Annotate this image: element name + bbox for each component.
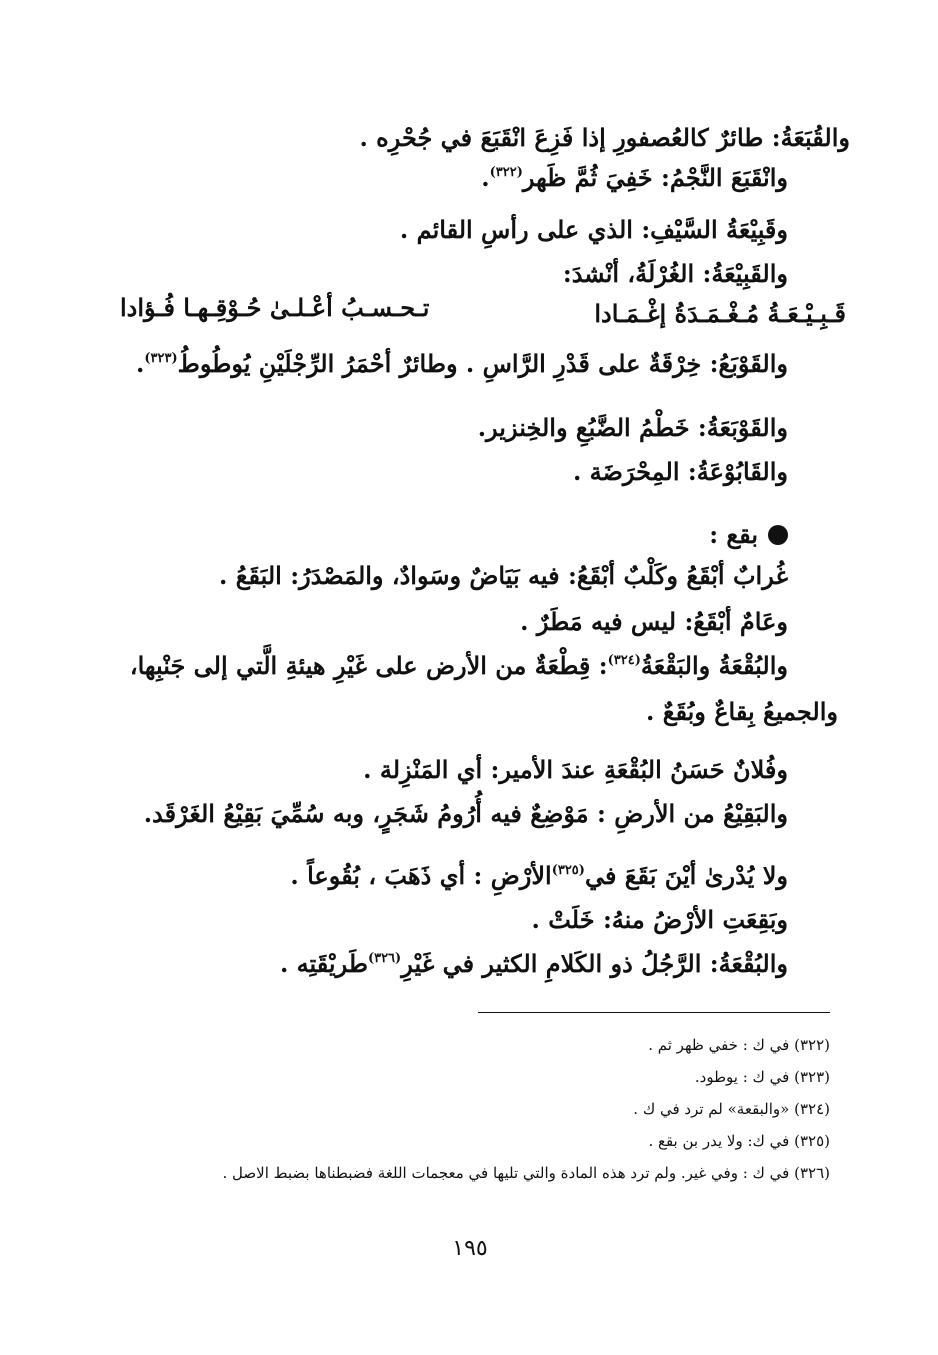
entry-ghurab-abqaa	[219, 558, 788, 594]
entry-inqabaa-najm	[481, 160, 788, 196]
entry-qabuaa	[573, 454, 788, 490]
entry-text: ولا يُدْرىٰ أيْنَ بَقَعَ في	[584, 861, 788, 890]
footnote-text: (٣٢٤) «والبقعة» لم ترد في ك .	[633, 1100, 830, 1118]
entry-text: والقَوْبَعَةُ: خَطْمُ الضَّبُعِ والخِنزير.	[477, 413, 788, 442]
entry-text: وعَامٌ أبْقَعُ: ليس فيه مَطَرٌ .	[520, 607, 788, 636]
footnote-ref: (٣٢٢)	[489, 165, 523, 180]
entry-la-yudra	[290, 858, 788, 894]
entry-buqaa-rajul	[280, 946, 788, 982]
footnote-325	[648, 1130, 830, 1152]
entry-text: والجميعُ بِقاعٌ وبُقَعٌ .	[645, 697, 838, 726]
entry-text-after: الأرْضِ : أي ذَهَبَ ، بُقُوعاً .	[290, 861, 552, 890]
footnote-ref: (٣٢٣)	[144, 351, 178, 366]
hemistich-text: قَـبِـيْـعَـةُ مُـغْـمَـدَةُ إغْـمَـادا	[594, 299, 846, 328]
entry-text: والبَقِيْعُ من الأرضِ : مَوْضِعٌ فيه أُرُومُ شَجَرٍ، وبه سُمِّيَ بَقِيْعُ الغَرْقَد.	[143, 799, 788, 828]
footnote-ref: (٣٢٤)	[607, 653, 641, 668]
bullet-icon	[768, 525, 788, 545]
entry-qawbaa-khatm	[478, 410, 788, 446]
verse-left-hemistich	[120, 290, 429, 326]
footnote-text: (٣٢٥) في ك: ولا يدر بن بقع .	[648, 1132, 830, 1150]
footnote-text: (٣٢٦) في ك : وفي غير. ولم ترد هذه المادة والتي تليها في معجمات اللغة فضبطناها بضبط الاصل .	[222, 1164, 830, 1182]
entry-qawbaa	[136, 346, 788, 382]
entry-text: والقَبِيْعَةُ: الغُرْلَةُ، أنْشدَ:	[562, 259, 788, 288]
entry-husn-buqaa	[363, 752, 788, 788]
footnote-322	[648, 1034, 830, 1056]
entry-text: وقَبِيْعَةُ السَّيْفِ: الذي على رأسِ القائم .	[399, 215, 788, 244]
page-number-text: ١٩٥	[452, 1236, 488, 1261]
entry-text: وبَقِعَتِ الأرْضُ منهُ: خَلَتْ .	[531, 905, 788, 934]
entry-text: غُرابٌ أبْقَعُ وكَلْبٌ أبْقَعُ: فيه بَيَاضٌ وسَوادٌ، والمَصْدَرُ: البَقَعُ .	[219, 561, 788, 590]
entry-text: وانْقَبَعَ النَّجْمُ: خَفِيَ ثُمَّ ظَهر	[522, 163, 788, 192]
entry-text: والبُقْعَةُ: الرَّجُلُ ذو الكَلامِ الكثير في غَيْرِ	[401, 949, 788, 978]
footnote-ref: (٣٢٥)	[551, 863, 585, 878]
entry-text-after: .	[136, 349, 145, 378]
entry-text: وفُلانٌ حَسَنُ البُقْعَةِ عندَ الأمير: أي المَنْزِلة .	[363, 755, 788, 784]
entry-baqiat-ard	[532, 902, 788, 938]
entry-aam-abqaa	[520, 604, 788, 640]
entry-qubaa	[359, 120, 850, 156]
footnote-324	[633, 1098, 830, 1120]
entry-buqaa	[130, 648, 788, 684]
footnote-ref: (٣٢٦)	[367, 951, 402, 966]
footnote-text: (٣٢٣) في ك : يوطود.	[694, 1068, 830, 1086]
entry-text: والقُبَعَةُ: طائرٌ كالعُصفورِ إذا فَزِعَ انْقَبَعَ في جُحْرِه .	[359, 123, 850, 152]
entry-qabia-ghurla	[563, 256, 788, 292]
entry-text: والبُقْعَةُ والبَقْعَةُ	[640, 651, 788, 680]
entry-text-after: .	[481, 163, 490, 192]
footnote-326	[223, 1162, 830, 1184]
entry-qabiat-sayf	[400, 212, 788, 248]
entry-baqi	[144, 796, 788, 832]
entry-text: والقَابُوْعَةُ: المِحْرَضَة .	[572, 457, 788, 486]
entry-text-after: طَريْقَتِه .	[279, 949, 368, 978]
verse-right-hemistich	[594, 296, 846, 332]
hemistich-text: تـحـسـبُ أعْـلـىٰ حُـوْقِـهـا فُـؤادا	[120, 293, 430, 322]
page-number	[410, 1236, 530, 1261]
footnote-323	[695, 1066, 830, 1088]
section-heading-text: بقع :	[709, 520, 758, 549]
footnote-separator	[478, 1012, 830, 1013]
section-heading	[709, 520, 788, 549]
entry-buqaa-plural	[646, 694, 838, 730]
footnote-text: (٣٢٢) في ك : خفي ظهر ثم .	[648, 1036, 830, 1054]
entry-text: والقَوْبَعُ: خِرْقَةٌ على قَدْرِ الرَّاسِ . وطائرٌ أحْمَرُ الرِّجْلَيْنِ يُوطُوطُ	[177, 349, 788, 378]
entry-text-after: : قِطْعَةٌ من الأرض على غَيْرِ هيئةِ الَّتي إلى جَنْبِها،	[129, 651, 608, 680]
